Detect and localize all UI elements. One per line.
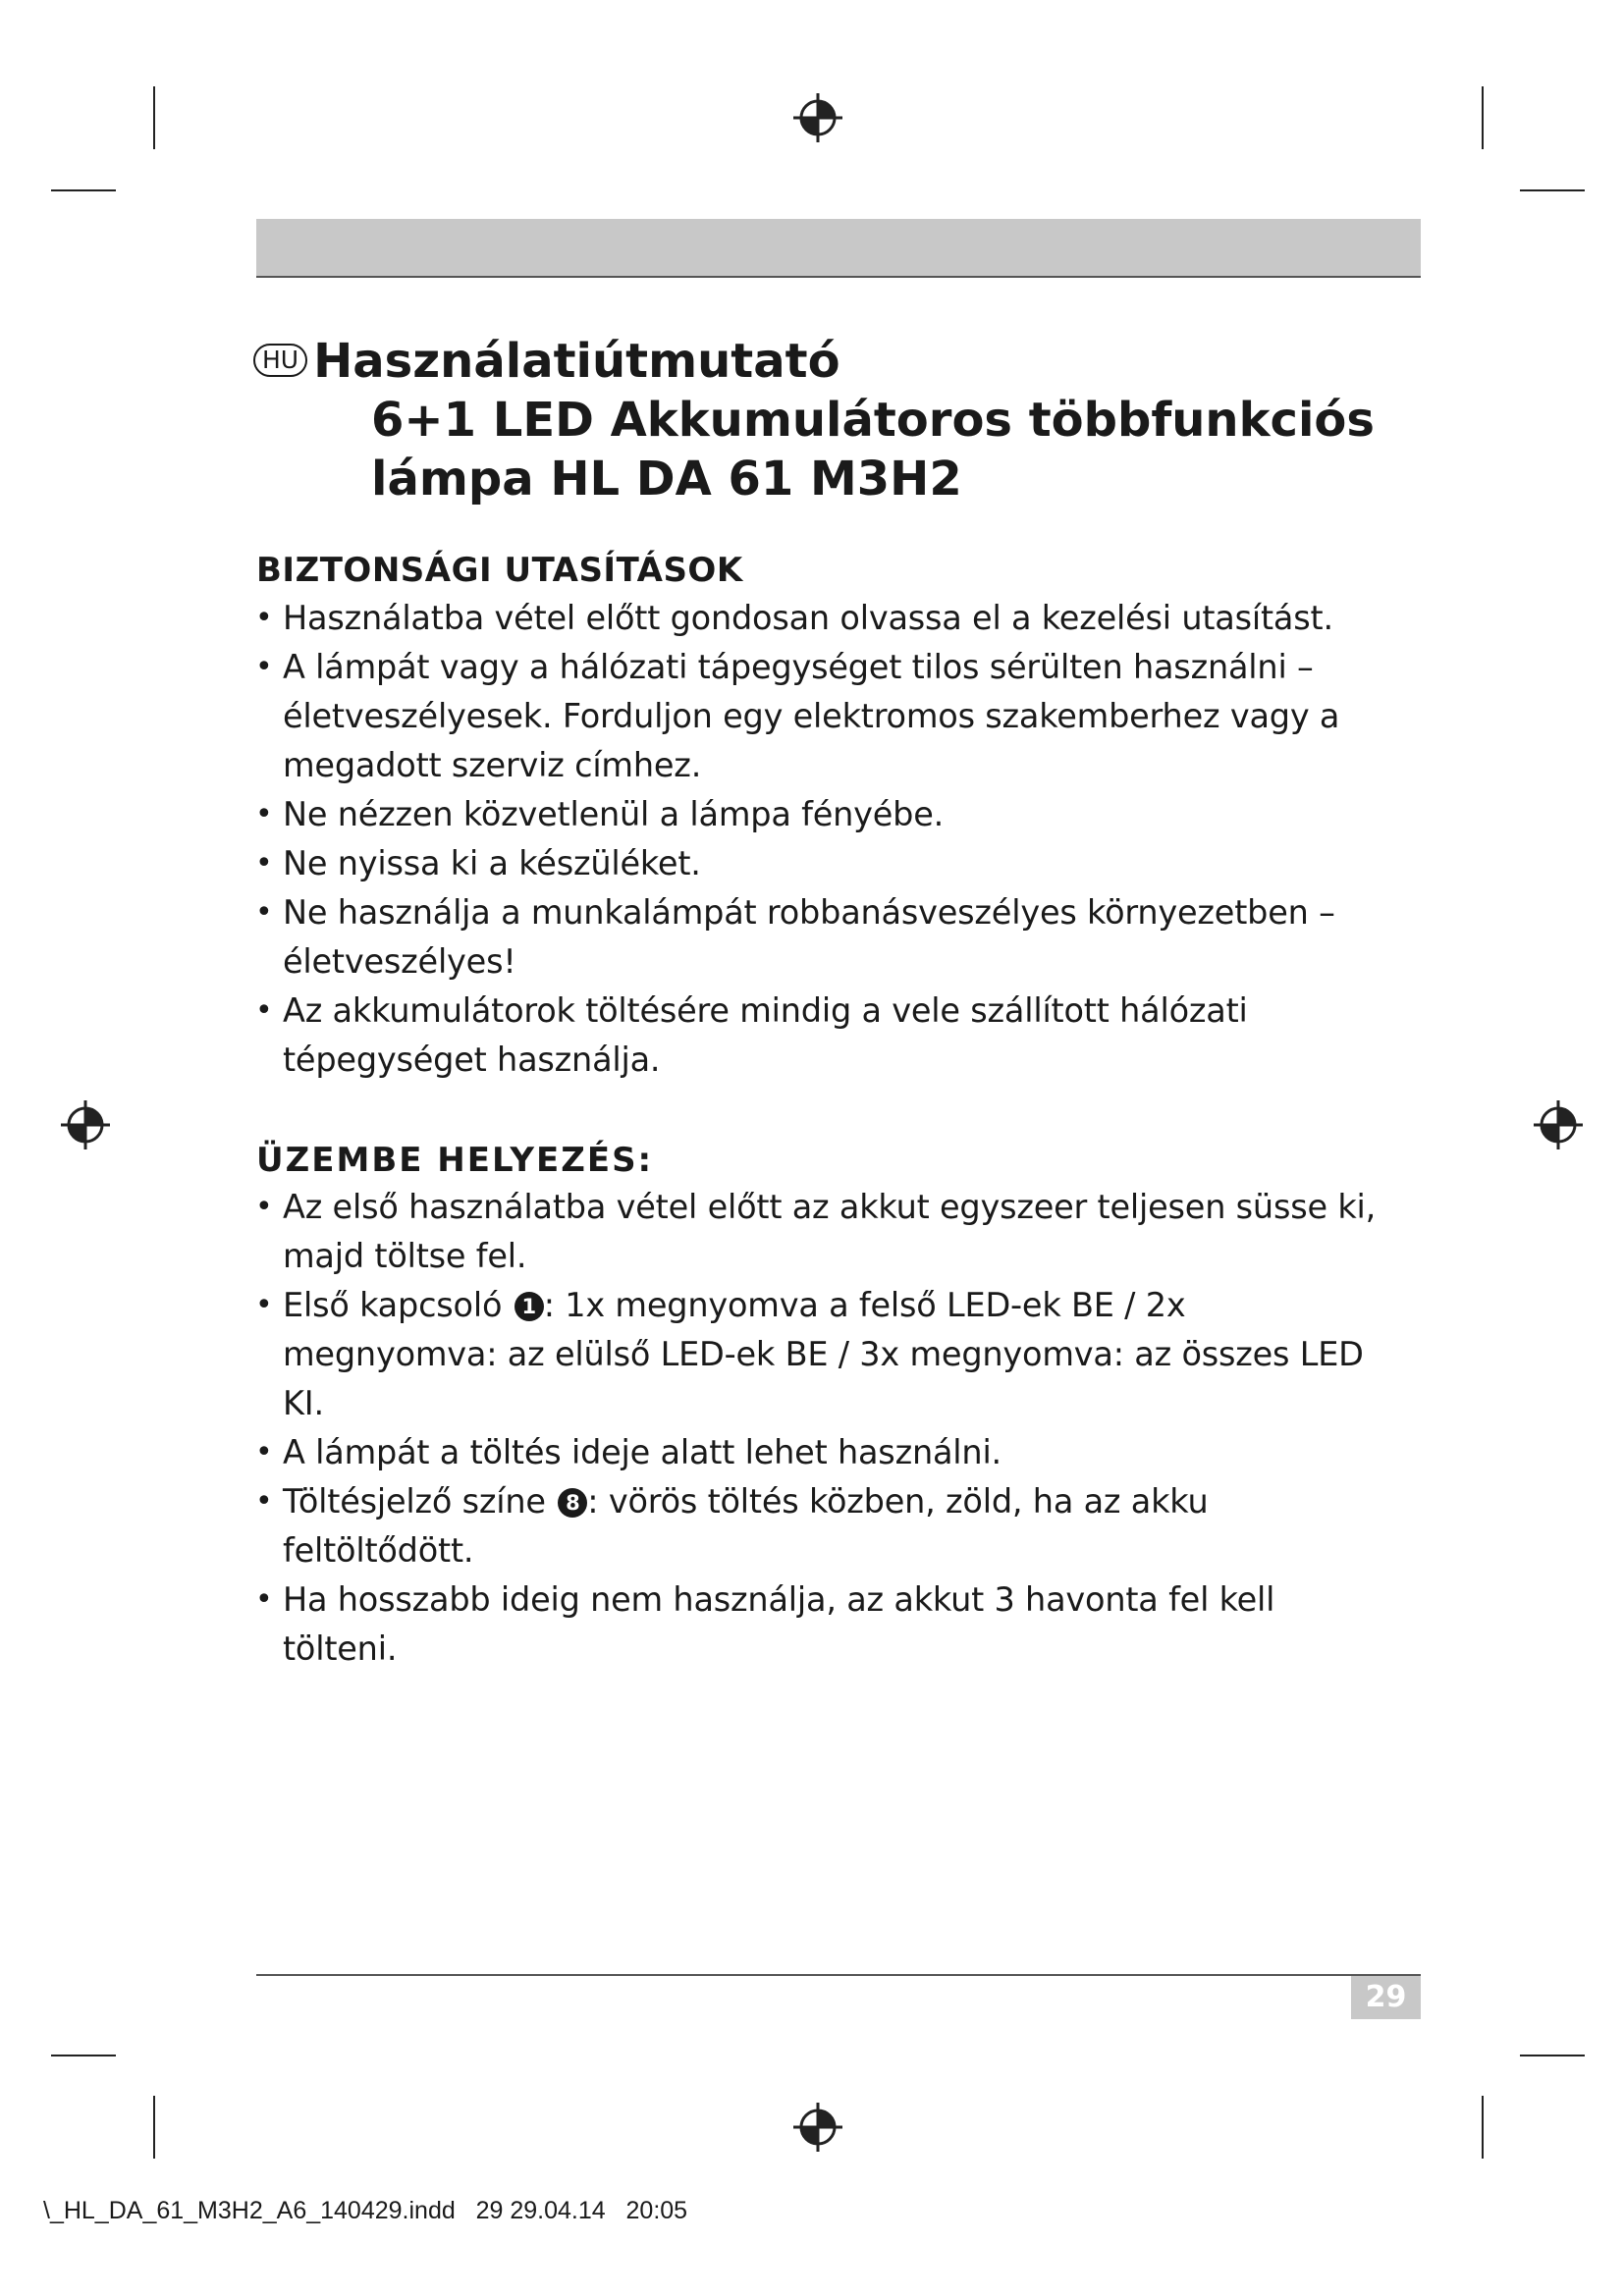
page-title — [253, 332, 1432, 508]
crop-mark — [153, 2096, 155, 2159]
registration-mark-icon — [59, 1098, 112, 1151]
crop-mark — [1482, 86, 1484, 149]
registration-mark-icon — [791, 2101, 844, 2154]
operation-heading: ÜZEMBE HELYEZÉS: — [256, 1141, 654, 1180]
title-line-3: lámpa HL DA 61 M3H2 — [371, 452, 962, 507]
registration-mark-icon — [1532, 1098, 1585, 1151]
list-item: • Az akkumulátorok töltésére mindig a vele szállított hálózati tépegységet használja. — [253, 987, 1392, 1085]
callout-number-icon: 8 — [558, 1488, 587, 1518]
header-bar — [256, 219, 1421, 278]
footer-rule — [256, 1974, 1421, 1976]
list-item: • A lámpát vagy a hálózati tápegységet tilos sérülten használni – életveszélyesek. Forduljon egy elektromos szakemberhez vagy a megadott szerviz címhez. — [253, 643, 1392, 790]
list-item: • A lámpát a töltés ideje alatt lehet használni. — [253, 1428, 1392, 1477]
list-item: • Használatba vétel előtt gondosan olvassa el a kezelési utasítást. — [253, 594, 1392, 643]
callout-number-icon: 1 — [514, 1292, 544, 1321]
safety-heading: BIZTONSÁGI UTASÍTÁSOK — [256, 551, 743, 590]
list-item: • Első kapcsoló 1 : 1x megnyomva a felső LED-ek BE / 2x megnyomva: az elülső LED-ek BE / 3x megnyomva: az összes LED KI. — [253, 1281, 1392, 1428]
print-slug: \_HL_DA_61_M3H2_A6_140429.indd 29 29.04.14 20:05 — [43, 2197, 688, 2224]
list-item: • Töltésjelző színe 8 : vörös töltés közben, zöld, ha az akku feltöltődött. — [253, 1477, 1392, 1575]
list-item: • Az első használatba vétel előtt az akkut egyszeer teljesen süsse ki, majd töltse fel. — [253, 1183, 1392, 1281]
list-item: • Ne használja a munkalámpát robbanásveszélyes környezetben – életveszélyes! — [253, 888, 1392, 987]
title-line-1: Használatiútmutató — [313, 334, 840, 389]
crop-mark — [1520, 2055, 1585, 2056]
crop-mark — [153, 86, 155, 149]
crop-mark — [51, 189, 116, 191]
page-number: 29 — [1351, 1976, 1421, 2019]
title-line-2: 6+1 LED Akkumulátoros többfunkciós — [371, 393, 1375, 448]
crop-mark — [1482, 2096, 1484, 2159]
safety-list — [253, 594, 1392, 1085]
list-item: • Ne nyissa ki a készüléket. — [253, 839, 1392, 888]
operation-list — [253, 1183, 1392, 1674]
crop-mark — [51, 2055, 116, 2056]
list-item: • Ha hosszabb ideig nem használja, az akkut 3 havonta fel kell tölteni. — [253, 1575, 1392, 1674]
crop-mark — [1520, 189, 1585, 191]
language-badge: HU — [253, 344, 307, 377]
registration-mark-icon — [791, 91, 844, 144]
list-item: • Ne nézzen közvetlenül a lámpa fényébe. — [253, 790, 1392, 839]
